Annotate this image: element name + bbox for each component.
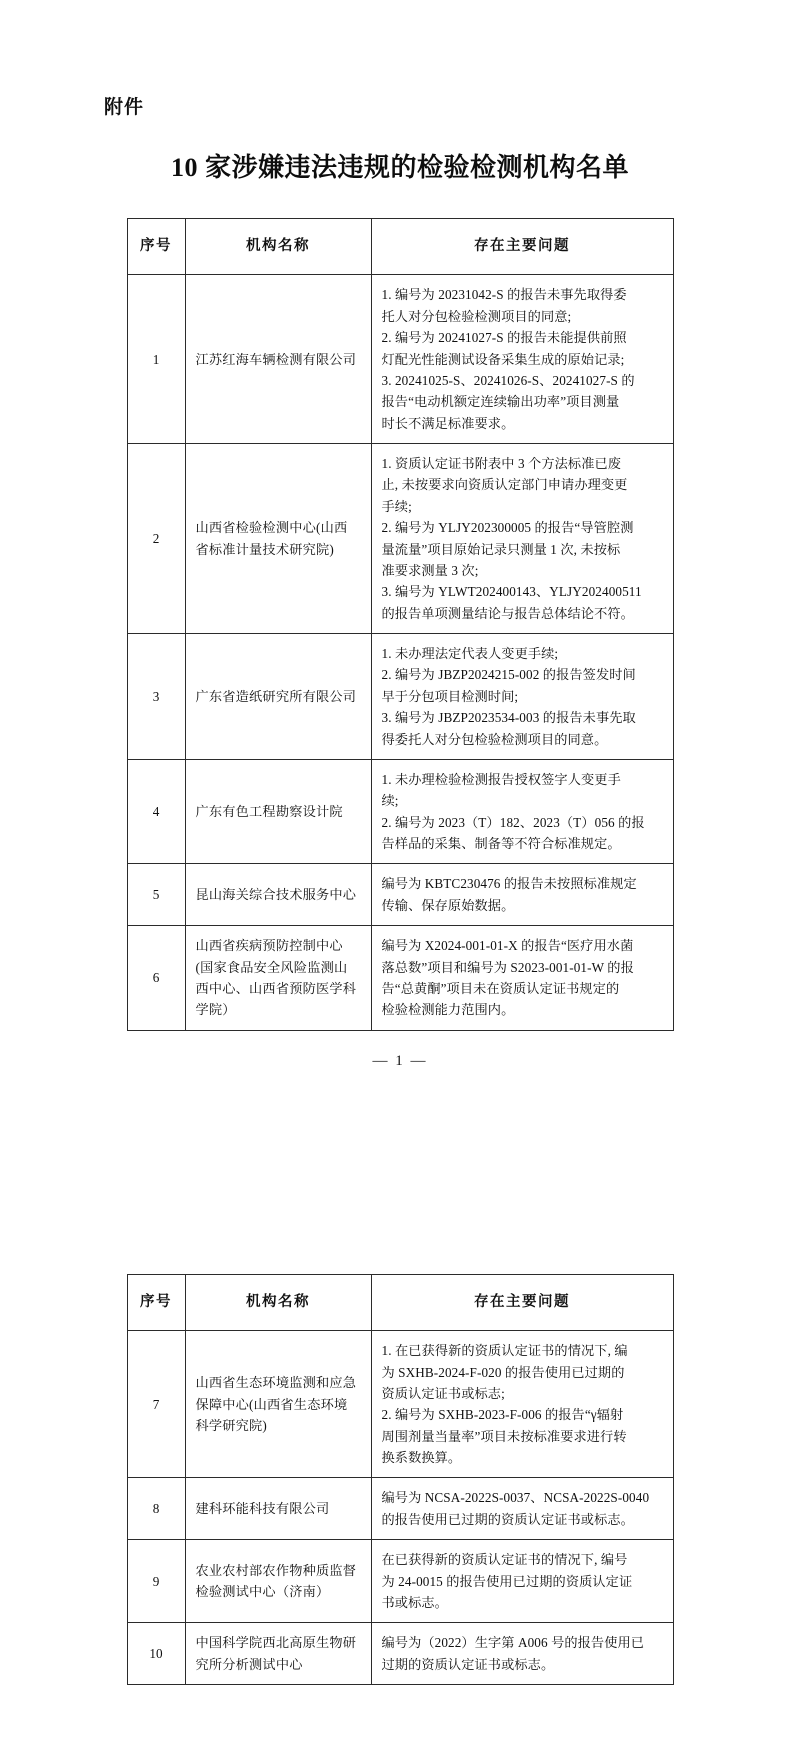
issue-line: 早于分包项目检测时间; — [381, 688, 519, 704]
issue-line: 1. 未办理检验检测报告授权签字人变更手 — [381, 771, 621, 787]
table-row — [127, 1540, 673, 1623]
table-row — [127, 275, 673, 444]
issue-line: 传输、保存原始数据。 — [381, 897, 515, 913]
issue-line: 过期的资质认定证书或标志。 — [381, 1656, 555, 1672]
issue-line: 检验检测能力范围内。 — [381, 1002, 515, 1018]
row-no: 9 — [127, 1540, 185, 1623]
row-issue — [371, 1478, 673, 1540]
table-row — [127, 1623, 673, 1685]
row-issue — [371, 926, 673, 1031]
row-no: 3 — [127, 634, 185, 760]
row-institution-name: 广东有色工程勘察设计院 — [185, 759, 371, 864]
issue-line: 1. 资质认定证书附表中 3 个方法标准已废 — [381, 456, 622, 472]
table-row — [127, 926, 673, 1031]
row-institution-name: 广东省造纸研究所有限公司 — [185, 634, 371, 760]
issue-line: 1. 编号为 20231042-S 的报告未事先取得委 — [381, 287, 627, 303]
row-no: 1 — [127, 275, 185, 444]
issue-line: 报告“电动机额定连续输出功率”项目测量 — [381, 394, 620, 410]
issue-line: 时长不满足标准要求。 — [381, 415, 515, 431]
institutions-table-page2 — [127, 1274, 674, 1685]
issue-line: 的报告单项测量结论与报告总体结论不符。 — [381, 605, 634, 621]
issue-line: 换系数换算。 — [381, 1450, 462, 1466]
column-header-name: 机构名称 — [185, 219, 371, 275]
issue-line: 1. 未办理法定代表人变更手续; — [381, 646, 559, 662]
issue-line: 编号为 X2024-001-01-X 的报告“医疗用水菌 — [381, 938, 634, 954]
issue-line: 2. 编号为 YLJY202300005 的报告“导管腔测 — [381, 520, 634, 536]
row-issue — [371, 634, 673, 760]
issue-line: 2. 编号为 2023（T）182、2023（T）056 的报 — [381, 814, 645, 830]
table-header-row — [127, 219, 673, 275]
row-issue — [371, 1331, 673, 1478]
issue-line: 在已获得新的资质认定证书的情况下, 编号 — [381, 1552, 628, 1568]
row-no: 8 — [127, 1478, 185, 1540]
issue-line: 周围剂量当量率”项目未按标准要求进行转 — [381, 1428, 627, 1444]
issue-line: 编号为 KBTC230476 的报告未按照标准规定 — [381, 876, 637, 892]
issue-line: 准要求测量 3 次; — [381, 562, 479, 578]
issue-line: 手续; — [381, 498, 412, 514]
column-header-no: 序号 — [127, 1274, 185, 1330]
column-header-issue: 存在主要问题 — [371, 1274, 673, 1330]
issue-line: 资质认定证书或标志; — [381, 1385, 505, 1401]
issue-line: 的报告使用已过期的资质认定证书或标志。 — [381, 1511, 634, 1527]
table-header-row — [127, 1274, 673, 1330]
issue-line: 续; — [381, 793, 399, 809]
row-issue — [371, 864, 673, 926]
column-header-issue: 存在主要问题 — [371, 219, 673, 275]
table-body-page2 — [127, 1331, 673, 1685]
row-issue — [371, 1540, 673, 1623]
issue-line: 2. 编号为 SXHB-2023-F-006 的报告“γ辐射 — [381, 1407, 624, 1423]
column-header-name: 机构名称 — [185, 1274, 371, 1330]
table-row — [127, 444, 673, 634]
row-issue — [371, 759, 673, 864]
issue-line: 止, 未按要求向资质认定部门申请办理变更 — [381, 477, 628, 493]
row-issue — [371, 444, 673, 634]
column-header-no: 序号 — [127, 219, 185, 275]
issue-line: 2. 编号为 JBZP2024215-002 的报告签发时间 — [381, 667, 636, 683]
table-row — [127, 864, 673, 926]
page-number: — 1 — — [372, 1052, 428, 1069]
issue-line: 编号为 NCSA-2022S-0037、NCSA-2022S-0040 — [381, 1490, 650, 1506]
row-no: 6 — [127, 926, 185, 1031]
row-institution-name: 建科环能科技有限公司 — [185, 1478, 371, 1540]
issue-line: 编号为（2022）生字第 A006 号的报告使用已 — [381, 1635, 645, 1651]
row-institution-name: 中国科学院西北高原生物研究所分析测试中心 — [185, 1623, 371, 1685]
issue-line: 量流量”项目原始记录只测量 1 次, 未按标 — [381, 541, 621, 557]
issue-line: 灯配光性能测试设备采集生成的原始记录; — [381, 351, 625, 367]
issue-line: 3. 编号为 YLWT202400143、YLJY202400511 — [381, 584, 642, 600]
page-title: 10 家涉嫌违法违规的检验检测机构名单 — [170, 153, 629, 182]
table-row — [127, 1331, 673, 1478]
table-body-page1 — [127, 275, 673, 1030]
issue-line: 3. 编号为 JBZP2023534-003 的报告未事先取 — [381, 710, 636, 726]
issue-line: 3. 20241025-S、20241026-S、20241027-S 的 — [381, 372, 635, 388]
table-row — [127, 759, 673, 864]
row-institution-name: 江苏红海车辆检测有限公司 — [185, 275, 371, 444]
row-no: 10 — [127, 1623, 185, 1685]
row-institution-name: 山西省生态环境监测和应急保障中心(山西省生态环境科学研究院) — [185, 1331, 371, 1478]
table-row — [127, 634, 673, 760]
issue-line: 托人对分包检验检测项目的同意; — [381, 308, 572, 324]
issue-line: 2. 编号为 20241027-S 的报告未能提供前照 — [381, 330, 627, 346]
page-break-gap — [0, 1070, 800, 1178]
document-page-2 — [0, 1178, 800, 1738]
attachment-label: 附件 — [104, 97, 145, 118]
row-no: 7 — [127, 1331, 185, 1478]
issue-line: 为 24-0015 的报告使用已过期的资质认定证 — [381, 1573, 633, 1589]
row-issue — [371, 1623, 673, 1685]
issue-line: 书或标志。 — [381, 1594, 448, 1610]
table-row — [127, 1478, 673, 1540]
institutions-table-page1 — [127, 218, 674, 1031]
row-no: 4 — [127, 759, 185, 864]
issue-line: 1. 在已获得新的资质认定证书的情况下, 编 — [381, 1343, 628, 1359]
issue-line: 落总数”项目和编号为 S2023-001-01-W 的报 — [381, 959, 634, 975]
row-institution-name: 农业农村部农作物种质监督检验测试中心（济南） — [185, 1540, 371, 1623]
row-institution-name: 山西省疾病预防控制中心(国家食品安全风险监测山西中心、山西省预防医学科学院） — [185, 926, 371, 1031]
issue-line: 告“总黄酮”项目未在资质认定证书规定的 — [381, 980, 620, 996]
row-no: 2 — [127, 444, 185, 634]
issue-line: 为 SXHB-2024-F-020 的报告使用已过期的 — [381, 1364, 625, 1380]
row-institution-name: 山西省检验检测中心(山西省标准计量技术研究院) — [185, 444, 371, 634]
row-institution-name: 昆山海关综合技术服务中心 — [185, 864, 371, 926]
issue-line: 告样品的采集、制备等不符合标准规定。 — [381, 836, 621, 852]
row-no: 5 — [127, 864, 185, 926]
row-issue — [371, 275, 673, 444]
issue-line: 得委托人对分包检验检测项目的同意。 — [381, 731, 608, 747]
